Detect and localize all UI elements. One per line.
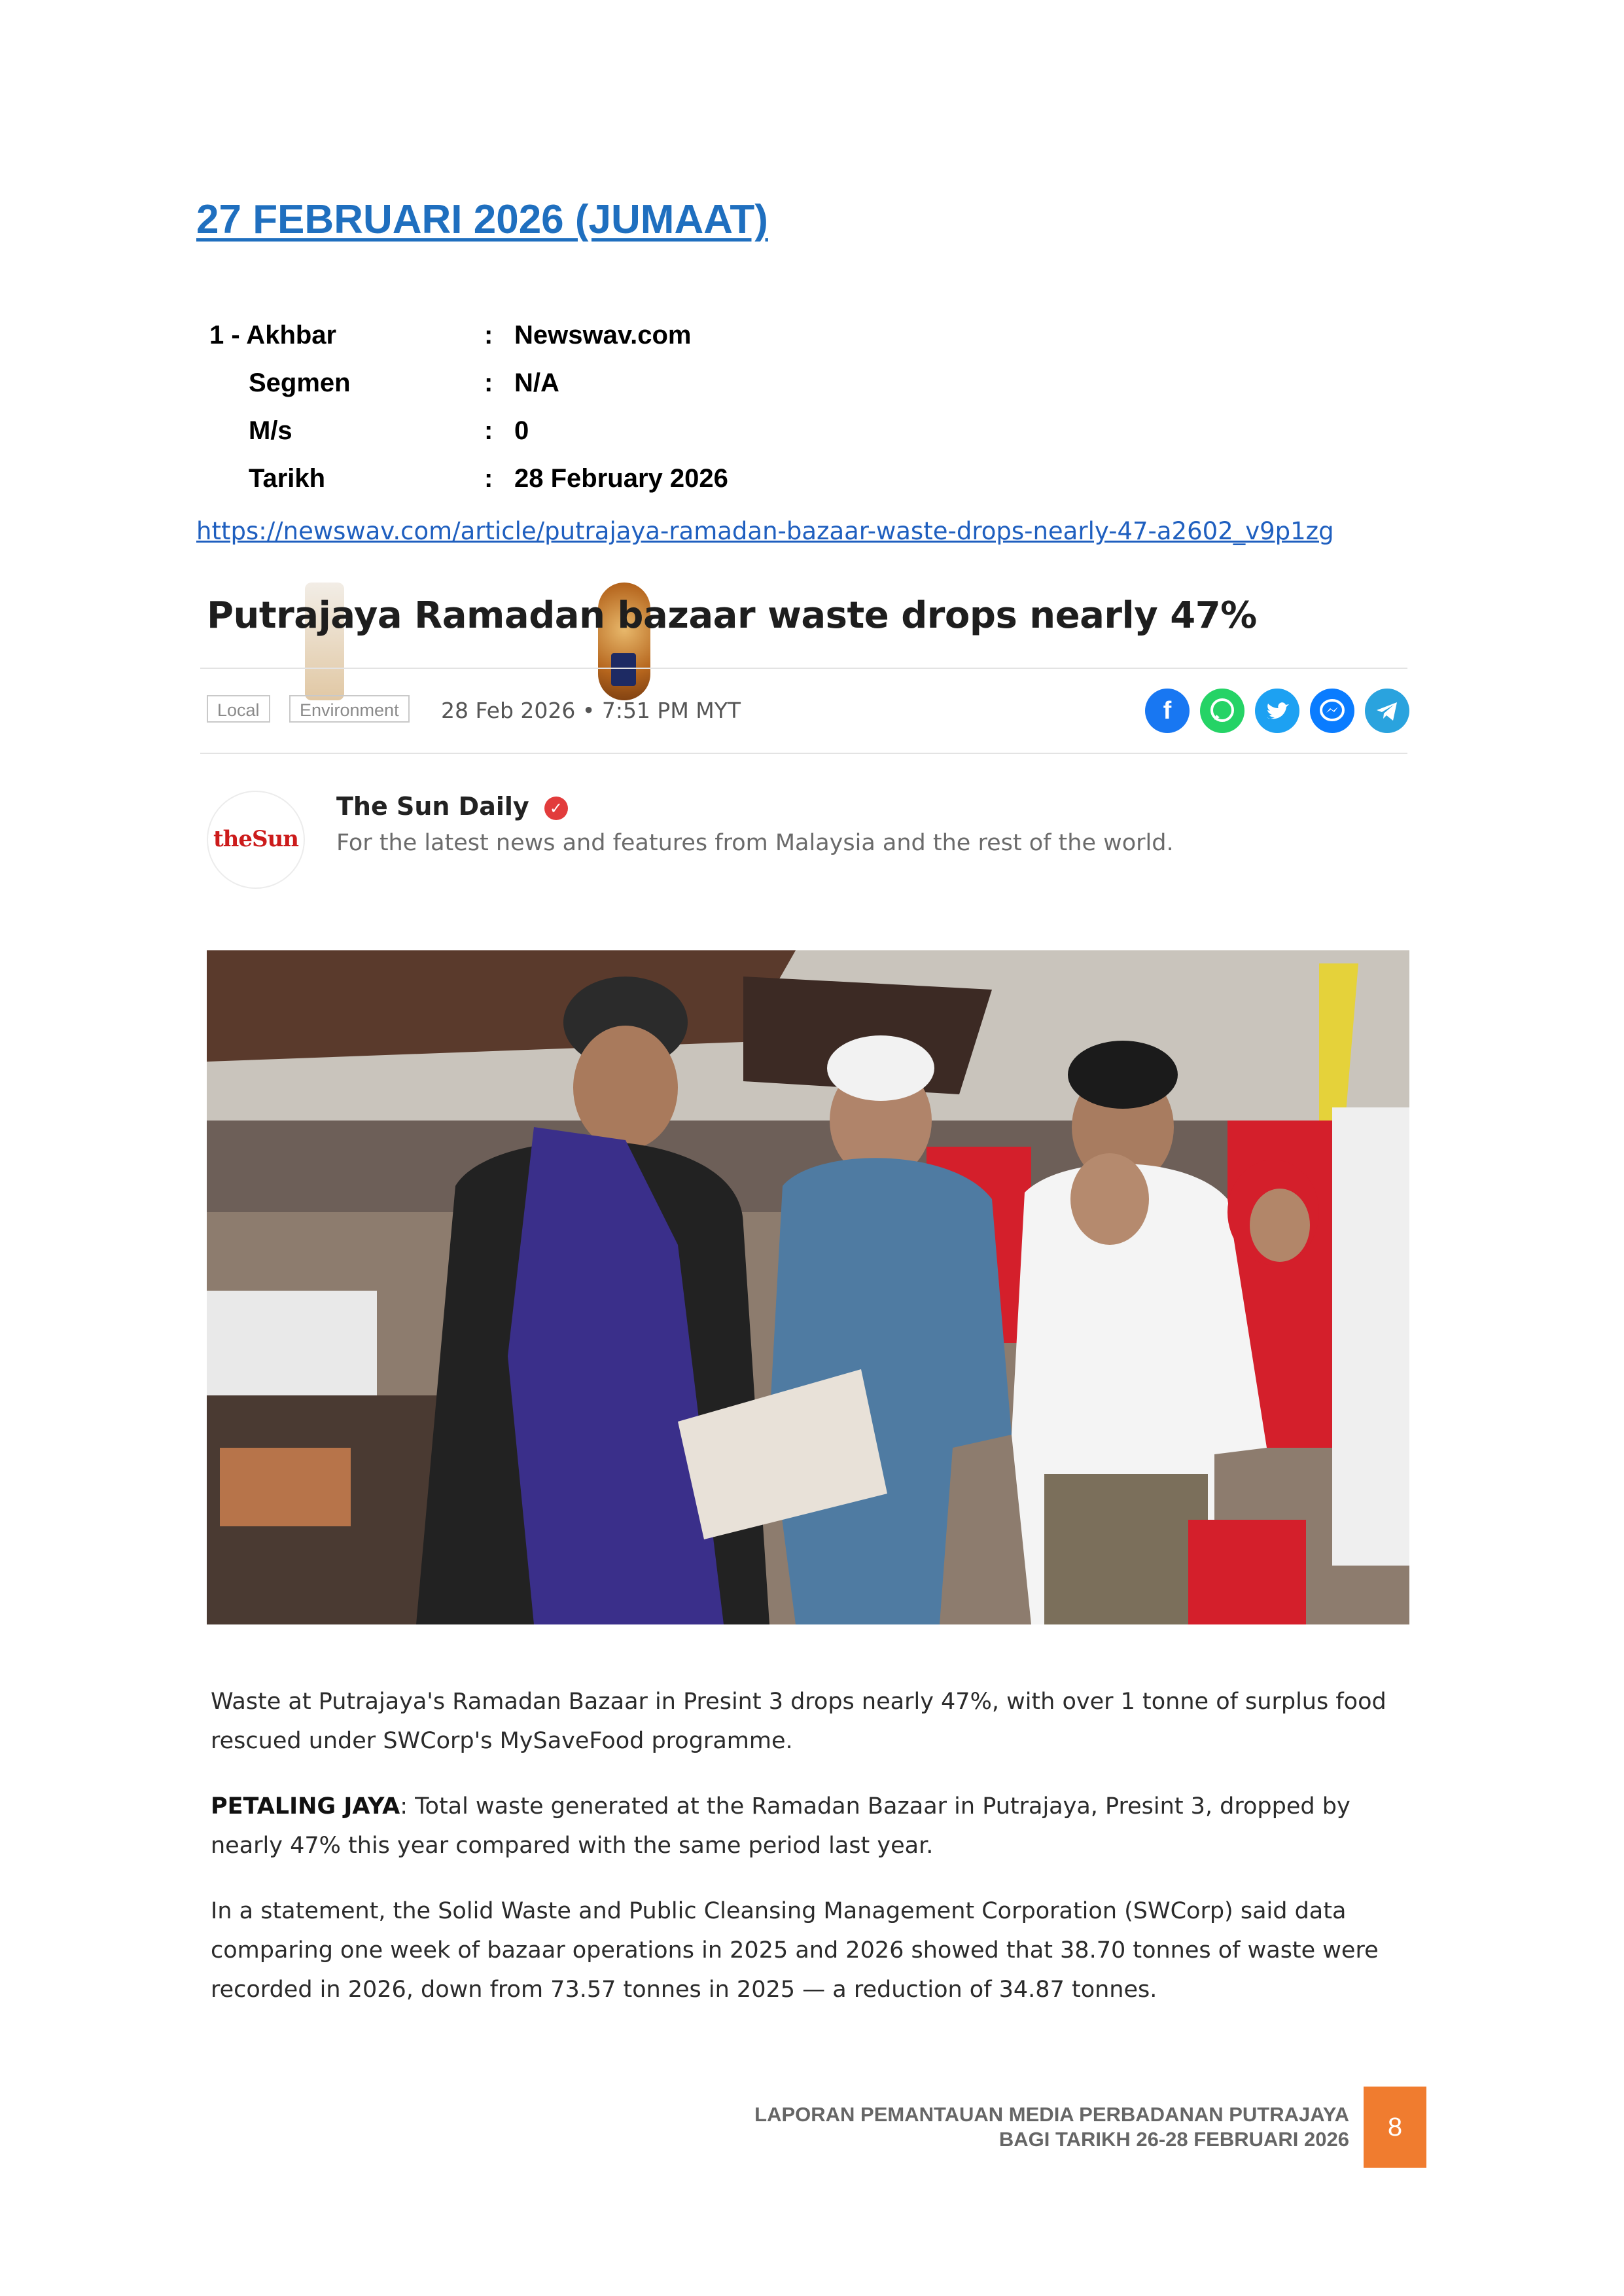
meta-colon: : (484, 368, 493, 397)
report-footer (754, 2102, 1349, 2152)
publisher-name-text: The Sun Daily (336, 792, 529, 821)
date-heading: 27 FEBRUARI 2026 (JUMAAT) (196, 197, 768, 242)
article-paragraph: In a statement, the Solid Waste and Public Cleansing Management Corporation (SWCorp) said data comparing one week of bazaar operations in 2025 and 2026 showed that 38.70 tonnes of waste were recorded in 2026, down from 73.57 tonnes in 2025 — a reduction of 34.87 tonnes. (211, 1898, 1379, 2003)
footer-line-1: LAPORAN PEMANTAUAN MEDIA PERBADANAN PUTRAJAYA (754, 2103, 1349, 2126)
dateline: PETALING JAYA (211, 1793, 400, 1820)
facebook-icon[interactable]: f (1145, 689, 1190, 733)
whatsapp-icon[interactable] (1200, 689, 1244, 733)
meta-label: M/s (249, 416, 292, 445)
divider (200, 753, 1407, 754)
article-screenshot (200, 583, 1430, 2036)
meta-label: Tarikh (249, 464, 326, 493)
tag-local[interactable]: Local (207, 695, 270, 723)
meta-label: Segmen (249, 368, 351, 397)
page-number: 8 (1364, 2087, 1426, 2168)
meta-label: 1 - Akhbar (209, 321, 337, 350)
article-timestamp: 28 Feb 2026 • 7:51 PM MYT (441, 698, 741, 723)
article-title: Putrajaya Ramadan bazaar waste drops nearly 47% (207, 594, 1257, 637)
publisher-logo-text: theSun (213, 826, 299, 852)
meta-value: 0 (514, 416, 529, 445)
paragraph-text: : Total waste generated at the Ramadan Bazaar in Putrajaya, Presint 3, dropped by nearly 47% this year compared with the same period last year. (211, 1793, 1350, 1859)
telegram-icon[interactable] (1365, 689, 1409, 733)
verified-badge-icon: ✓ (544, 797, 568, 820)
ad-emblem (611, 653, 636, 686)
meta-colon: : (484, 321, 493, 350)
publisher-logo[interactable] (207, 791, 305, 889)
tag-environment[interactable]: Environment (289, 695, 410, 723)
article-summary: Waste at Putrajaya's Ramadan Bazaar in Presint 3 drops nearly 47%, with over 1 tonne of surplus food rescued under SWCorp's MySaveFood programme. (211, 1689, 1386, 1754)
article-photo (207, 950, 1409, 1624)
article-paragraph (211, 1787, 1415, 1865)
meta-value: N/A (514, 368, 559, 397)
messenger-icon[interactable] (1310, 689, 1354, 733)
publisher-description: For the latest news and features from Malaysia and the rest of the world. (336, 830, 1174, 856)
twitter-icon[interactable] (1255, 689, 1299, 733)
divider (200, 668, 1407, 669)
footer-line-2: BAGI TARIKH 26-28 FEBRUARI 2026 (998, 2128, 1349, 2151)
meta-colon: : (484, 416, 493, 445)
meta-colon: : (484, 464, 493, 493)
meta-value: Newswav.com (514, 321, 692, 350)
meta-value: 28 February 2026 (514, 464, 728, 493)
source-link[interactable]: https://newswav.com/article/putrajaya-ramadan-bazaar-waste-drops-nearly-47-a2602_v9p1zg (196, 517, 1334, 545)
publisher-name[interactable] (336, 792, 568, 821)
